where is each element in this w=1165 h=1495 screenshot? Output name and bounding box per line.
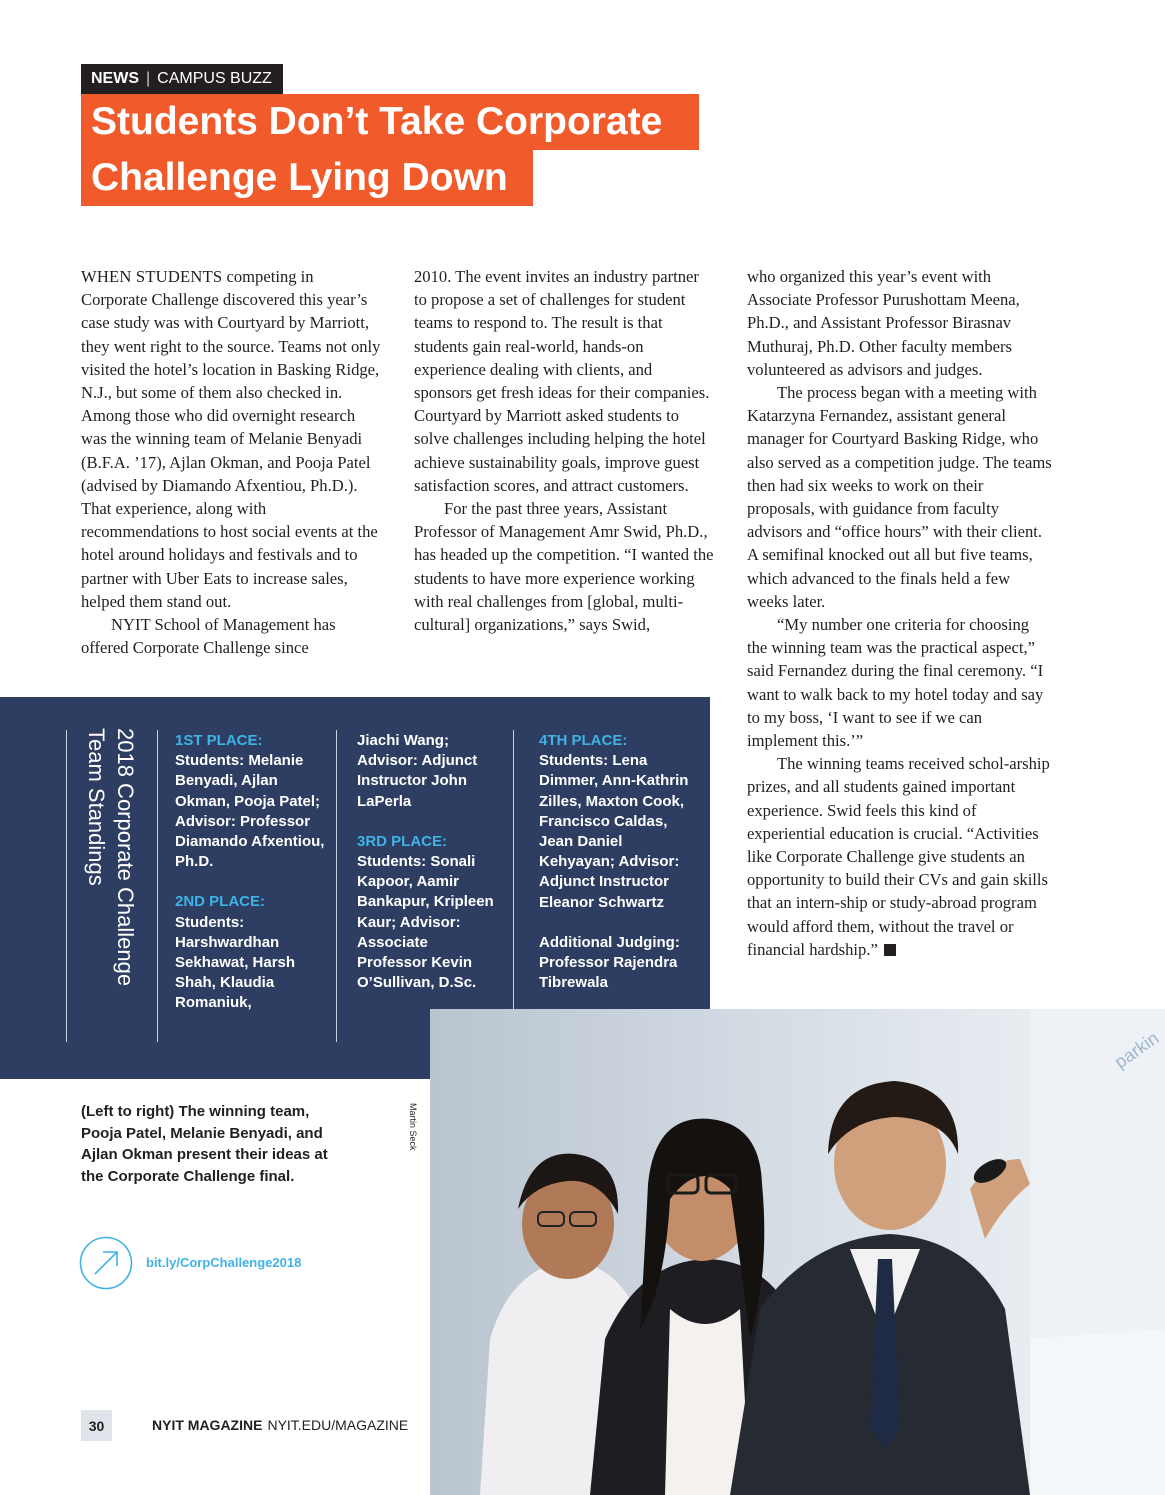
place-details: Students: Lena Dimmer, Ann-Kathrin Zilles, Maxton Cook, Francisco Caldas, Jean Daniel Kehyayan; Advisor: Adjunct Instructor Eleanor Schwartz xyxy=(539,752,689,911)
judging-details: Additional Judging: Professor Rajendra Tibrewala xyxy=(539,933,680,992)
standings-column-1 xyxy=(175,731,325,1034)
end-mark-icon xyxy=(884,944,896,956)
article-paragraph: 2010. The event invites an industry partner to propose a set of challenges for student teams to respond to. The result is that students gain real-world, hands-on experience dealing with clients, and sponsors get fresh ideas for their companies. Courtyard by Marriott asked students to solve challenges including helping the hotel achieve sustainability goals, improve guest satisfaction scores, and attract customers. xyxy=(414,267,710,495)
subsection-label: CAMPUS BUZZ xyxy=(157,70,272,87)
sidebar-divider xyxy=(336,730,337,1042)
place-label: 4TH PLACE: xyxy=(539,732,628,749)
team-photo xyxy=(430,1009,1165,1495)
headline-line-2: Challenge Lying Down xyxy=(81,150,533,206)
place-label: 2ND PLACE: xyxy=(175,893,266,911)
photo-caption: (Left to right) The winning team, Pooja Patel, Melanie Benyadi, and Ajlan Okman present their ideas at the Corporate Challenge final. xyxy=(81,1103,328,1185)
magazine-footer xyxy=(152,1417,408,1433)
place-label: 1ST PLACE: xyxy=(175,732,263,749)
lead-in: WHEN STUDENTS xyxy=(81,267,223,286)
article-paragraph: The process began with a meeting with Katarzyna Fernandez, assistant general manager for Courtyard Basking Ridge, who also served as a competition judge. The teams then had six weeks to work on their proposals, with guidance from faculty advisors and “office hours” with their client. A semifinal knocked out all but five teams, which advanced to the finals held a few weeks later. xyxy=(747,383,1052,611)
place-details: Jiachi Wang; Advisor: Adjunct Instructor John LaPerla xyxy=(357,732,478,810)
article-paragraph: WHEN STUDENTS competing in Corporate Challenge discovered this year’s case study was with Courtyard by Marriott, they went right to the source. Teams not only visited the hotel’s location in Basking Ridge, N.J., but some of them also checked in. Among those who did overnight research was the winning team of Melanie Benyadi (B.F.A. ’17), Ajlan Okman, and Pooja Patel (advised by Diamando Afxentiou, Ph.D.). That experience, along with recommendations to host social events at the hotel around holidays and festivals and to partner with Uber Eats to increase sales, helped them stand out. xyxy=(81,267,381,611)
magazine-url: NYIT.EDU/MAGAZINE xyxy=(267,1417,409,1433)
place-label: 3RD PLACE: xyxy=(357,832,448,850)
place-details: Students: Harshwardhan Sekhawat, Harsh Shah, Klaudia Romaniuk, xyxy=(175,913,296,1012)
photo-credit: Martin Seck xyxy=(408,1103,418,1151)
sidebar-divider xyxy=(157,730,158,1042)
standings-title: 2018 Corporate Challenge Team Standings xyxy=(84,728,138,987)
kicker-divider: | xyxy=(146,70,151,87)
article-column-2 xyxy=(414,265,714,636)
page-number: 30 xyxy=(81,1410,112,1441)
svg-text:parkin: parkin xyxy=(1110,1027,1163,1073)
external-link-arrow-icon[interactable] xyxy=(79,1236,133,1290)
article-paragraph: who organized this year’s event with Associate Professor Purushottam Meena, Ph.D., and Assistant Professor Birasnav Muthuraj, Ph.D. Other faculty members volunteered as advisors and judges. xyxy=(747,267,1020,379)
section-kicker xyxy=(81,64,283,94)
place-details: Students: Sonali Kapoor, Aamir Bankapur, Kripleen Kaur; Advisor: Associate Professor Kevin O’Sullivan, D.Sc. xyxy=(357,853,494,992)
sidebar-divider xyxy=(513,730,514,1042)
place-details: Students: Melanie Benyadi, Ajlan Okman, Pooja Patel; Advisor: Professor Diamando Afxentiou, Ph.D. xyxy=(175,752,325,871)
standings-column-2 xyxy=(357,731,502,1013)
article-paragraph: NYIT School of Management has offered Corporate Challenge since xyxy=(81,615,336,658)
section-label: NEWS xyxy=(91,70,139,87)
article-column-1 xyxy=(81,265,381,659)
sidebar-divider xyxy=(66,730,67,1042)
standings-column-3 xyxy=(539,731,689,1013)
article-column-3 xyxy=(747,265,1052,961)
headline-line-1: Students Don’t Take Corporate xyxy=(81,94,699,150)
article-paragraph: For the past three years, Assistant Professor of Management Amr Swid, Ph.D., has headed up the competition. “I wanted the students to have more experience working with real challenges from [global, multi-cultural] organizations,” says Swid, xyxy=(414,499,714,635)
article-paragraph: “My number one criteria for choosing the winning team was the practical aspect,” said Fernandez during the final ceremony. “I want to walk back to my hotel today and say to my boss, ‘I want to see if we can implement this.’” xyxy=(747,615,1044,751)
team-photo-illustration xyxy=(430,1009,1165,1495)
magazine-name: NYIT MAGAZINE xyxy=(152,1417,263,1433)
article-link[interactable]: bit.ly/CorpChallenge2018 xyxy=(146,1255,302,1270)
article-paragraph: The winning teams received schol-arship prizes, and all students gained important experience. Swid feels this kind of experiential education is crucial. “Activities like Corporate Challenge give students an opportunity to build their CVs and gain skills that an intern-ship or study-abroad program would afford them, without the travel or financial hardship.” xyxy=(747,754,1050,959)
